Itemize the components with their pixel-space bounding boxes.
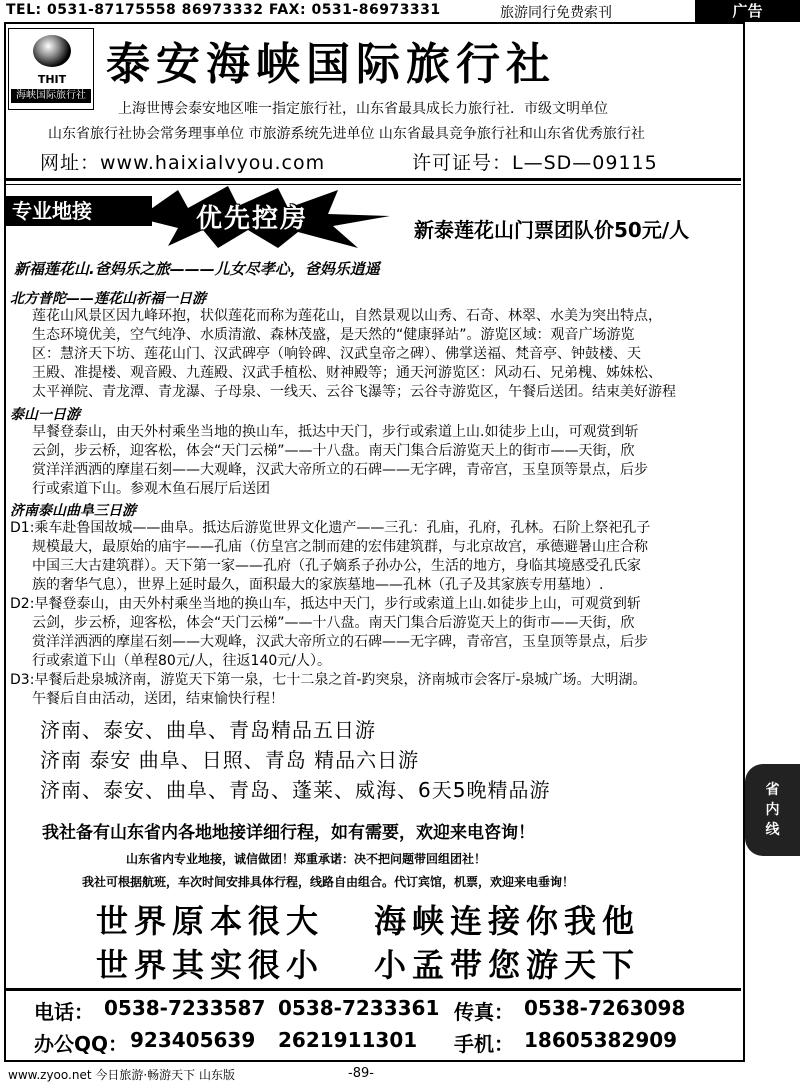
topbar-note: 旅游同行免费索刊 <box>500 5 612 21</box>
tour-item: 济南、泰安、曲阜、青岛、蓬莱、威海、6天5晚精品游 <box>40 778 551 802</box>
topbar-contact: TEL: 0531-87175558 86973332 FAX: 0531-86973331 <box>6 2 441 18</box>
section-body <box>32 307 676 402</box>
body-line: 莲花山风景区因九峰环抱，状似莲花而称为莲花山，自然景观以山秀、石奇、林翠、水美为突出特点， <box>32 308 662 324</box>
qq-number: 923405639 <box>130 1028 256 1052</box>
side-tab-label: 省内线 <box>765 782 780 838</box>
header-line-2: 山东省旅行社协会常务理事单位 市旅游系统先进单位 山东省最具竞争旅行社和山东省优秀旅行社 <box>48 126 645 142</box>
body-line: 生态环境优美，空气纯净、水质清澈、森林茂盛，是天然的“健康驿站”。游览区域：观音广场游览 <box>32 327 635 343</box>
company-name: 泰安海峡国际旅行社 <box>106 39 556 90</box>
section-body <box>10 519 650 709</box>
body-line: 早餐登泰山，由天外村乘坐当地的换山车，抵达中天门，步行或索道上山.如徒步上山，可观赏到斩 <box>32 424 639 440</box>
fax-label: 传真： <box>454 1000 514 1024</box>
slogan: 世界原本很大 <box>96 902 325 940</box>
mobile-number: 18605382909 <box>524 1028 678 1052</box>
notice-main: 我社备有山东省内各地地接详细行程，如有需要，欢迎来电咨询！ <box>42 823 535 843</box>
divider <box>6 178 741 181</box>
footer-text: www.zyoo.net 今日旅游·畅游天下 山东版 <box>8 1068 235 1082</box>
priority-title: 优先控房 <box>196 204 309 234</box>
phone-label: 电话： <box>34 1000 94 1024</box>
body-line: D1:乘车赴鲁国故城——曲阜。抵达后游览世界文化遗产——三孔：孔庙，孔府，孔林。石阶上祭祀孔子 <box>10 520 651 536</box>
section-title: 北方普陀——莲花山祈福一日游 <box>10 291 206 307</box>
header-line-1: 上海世博会泰安地区唯一指定旅行社，山东省最具成长力旅行社．市级文明单位 <box>118 101 608 117</box>
tour-item: 济南、泰安、曲阜、青岛精品五日游 <box>40 718 376 742</box>
qq-label: 办公QQ： <box>34 1032 129 1056</box>
body-line: 行或索道下山（单程80元/人，往返140元/人）。 <box>32 653 331 669</box>
body-line: 王殿、准提楼、观音殿、九莲殿、汉武手植松、财神殿等；通天河游览区：风动石、兄弟槐、姊妹松、 <box>32 365 662 381</box>
tour-item: 济南 泰安 曲阜、日照、青岛 精品六日游 <box>40 748 420 772</box>
side-tab <box>745 764 800 856</box>
body-line: 赏洋洋洒洒的摩崖石刻——大观峰，汉武大帝所立的石碑——无字碑，青帝宫，玉皇顶等景点，后步 <box>32 462 648 478</box>
body-line: 行或索道下山。参观木鱼石展厅后送团 <box>32 481 270 497</box>
body-line: 云剑，步云桥，迎客松，体会“天门云梯”——十八盘。南天门集合后游览天上的街市——天街，欣 <box>32 615 635 631</box>
body-line: 午餐后自由活动，送团，结束愉快行程！ <box>32 691 284 707</box>
notice-sub-2: 我社可根据航班，车次时间安排具体行程，线路自由组合。代订宾馆，机票，欢迎来电垂询！ <box>82 875 575 889</box>
pro-label: 专业地接 <box>6 196 152 226</box>
slogan: 海峡连接你我他 <box>374 902 641 940</box>
section-title: 泰山一日游 <box>10 407 80 423</box>
body-line: 族的奢华气息），世界上延时最久，面积最大的家族墓地——孔林（孔子及其家族专用墓地）. <box>32 577 604 593</box>
logo-code: THIT <box>37 73 67 86</box>
body-line: 中国三大古建筑群）。天下第一家——孔府（孔子嫡系子孙办公，生活的地方，身临其境感受孔氏家 <box>32 558 641 574</box>
divider <box>6 988 741 991</box>
page-number: -89- <box>348 1066 374 1081</box>
license-number: 许可证号：L—SD—09115 <box>412 152 658 174</box>
notice-sub-1: 山东省内专业地接，诚信做团！郑重承诺：决不把问题带回组团社！ <box>126 852 487 866</box>
globe-icon <box>33 35 71 67</box>
website: 网址：www.haixialvyou.com <box>40 152 326 174</box>
slogan: 小孟带您游天下 <box>374 946 641 984</box>
top-bar <box>0 0 800 22</box>
section-body <box>32 423 648 499</box>
headline: 新福莲花山.爸妈乐之旅———儿女尽孝心，爸妈乐逍遥 <box>14 260 380 278</box>
slogan: 世界其实很小 <box>96 946 325 984</box>
body-line: 云剑，步云桥，迎客松，体会“天门云梯”——十八盘。南天门集合后游览天上的街市——天街，欣 <box>32 443 635 459</box>
section-title: 济南泰山曲阜三日游 <box>10 503 136 519</box>
mobile-label: 手机： <box>454 1032 514 1056</box>
body-line: 区：慧济天下坊、莲花山门、汉武碑亭（响铃碑、汉武皇帝之碑）、佛掌送福、梵音亭、钟鼓楼、天 <box>32 346 641 362</box>
ad-badge: 广告 <box>695 0 800 22</box>
logo-name: 海峡国际旅行社 <box>11 89 91 103</box>
body-line: 规模最大，最原始的庙宇——孔庙（仿皇宫之制而建的宏伟建筑群，与北京故宫，承德避暑山庄合称 <box>32 539 648 555</box>
body-line: D3:早餐后赴泉城济南，游览天下第一泉，七十二泉之首-趵突泉，济南城市会客厅-泉城广场。大明湖。 <box>10 672 647 688</box>
phone-number: 0538-7233587 <box>104 996 266 1020</box>
ticket-price: 新泰莲花山门票团队价50元/人 <box>414 218 690 242</box>
phone-number: 0538-7233361 <box>278 996 440 1020</box>
divider <box>6 184 741 185</box>
body-line: 太平禅院、青龙潭、青龙瀑、子母泉、一线天、云谷飞瀑等；云谷寺游览区，午餐后送团。结束美好游程 <box>32 384 676 400</box>
qq-number: 2621911301 <box>278 1028 418 1052</box>
company-logo <box>8 28 94 110</box>
fax-number: 0538-7263098 <box>524 996 686 1020</box>
body-line: 赏洋洋洒洒的摩崖石刻——大观峰，汉武大帝所立的石碑——无字碑，青帝宫，玉皇顶等景点，后步 <box>32 634 648 650</box>
body-line: D2:早餐登泰山，由天外村乘坐当地的换山车，抵达中天门，步行或索道上山.如徒步上山，可观赏到斩 <box>10 596 641 612</box>
